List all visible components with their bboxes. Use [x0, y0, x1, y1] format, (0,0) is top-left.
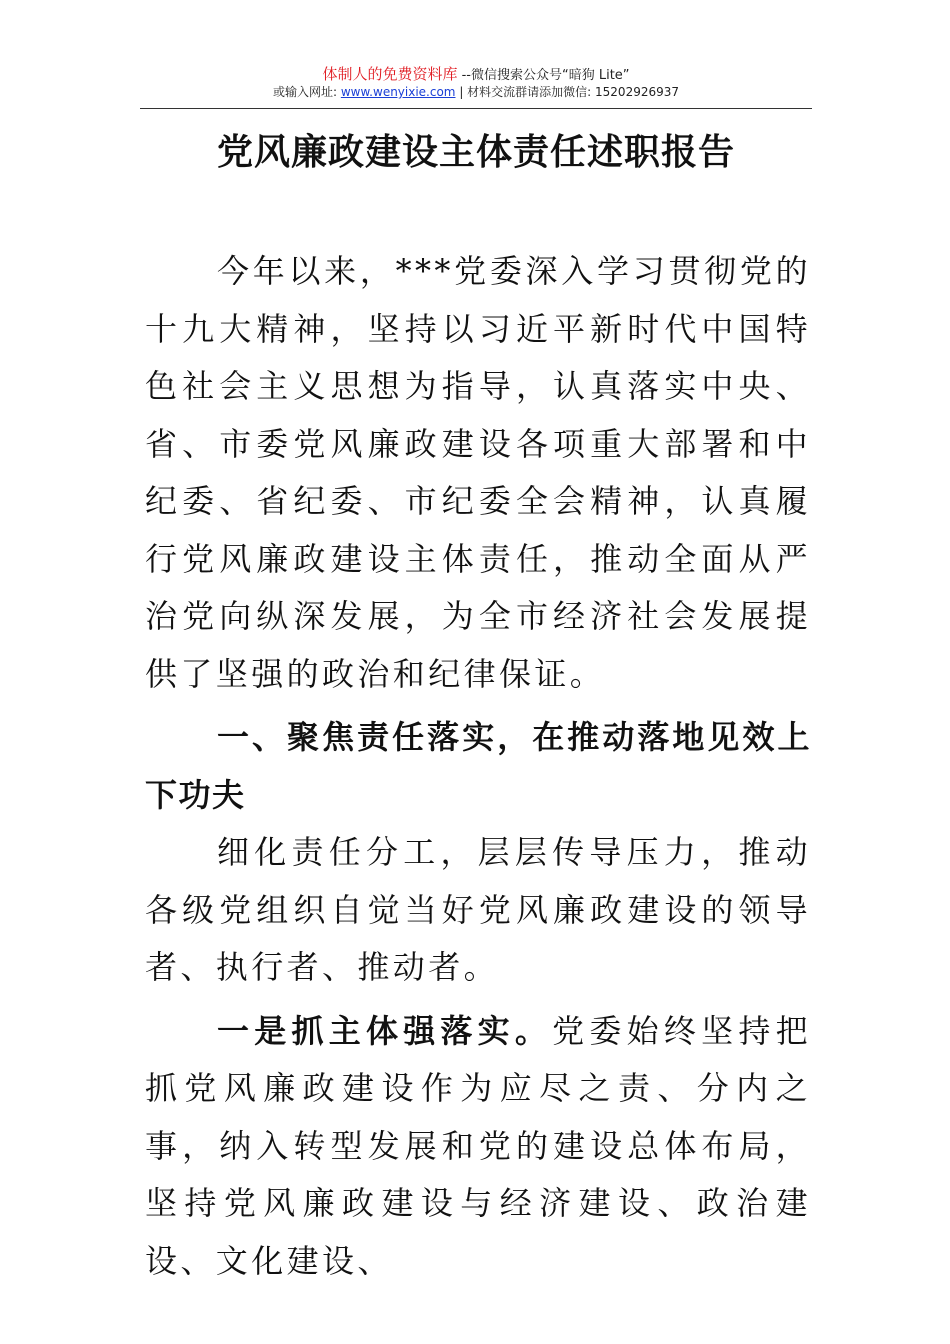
header-url-prefix: 或输入网址:: [272, 85, 341, 99]
item-paragraph: [145, 1003, 811, 1291]
document-body: [145, 243, 811, 1290]
header-website-link[interactable]: www.wenyixie.com: [340, 85, 456, 99]
item-lead: 一是抓主体强落实。: [217, 1011, 553, 1050]
section-heading: 一、聚焦责任落实，在推动落地见效上下功夫: [145, 718, 811, 814]
header-contact: | 材料交流群请添加微信: 15202926937: [455, 85, 680, 99]
header-brand-suffix: --微信搜索公众号“暗狗 Lite”: [457, 68, 630, 83]
intro-paragraph: 今年以来，***党委深入学习贯彻党的十九大精神，坚持以习近平新时代中国特色社会主义思想为指导，认真落实中央、省、市委党风廉政建设各项重大部署和中纪委、省纪委、市纪委全会精神，认真履行党风廉政建设主体责任，推动全面从严治党向纵深发展，为全市经济社会发展提供了坚强的政治和纪律保证。: [145, 252, 811, 693]
header-brand: 体制人的免费资料库: [322, 65, 458, 83]
header-divider: [140, 108, 812, 109]
document-title: 党风廉政建设主体责任述职报告: [216, 131, 735, 173]
section-intro-paragraph: 细化责任分工，层层传导压力，推动各级党组织自觉当好党风廉政建设的领导者、执行者、推动者。: [145, 833, 811, 986]
item-text: 党委始终坚持把抓党风廉政建设作为应尽之责、分内之事，纳入转型发展和党的建设总体布局，坚持党风廉政建设与经济建设、政治建设、文化建设、: [145, 1011, 811, 1280]
header-contact-line: [140, 84, 812, 100]
header-promo-line: [140, 66, 812, 84]
page-header: [140, 66, 812, 100]
